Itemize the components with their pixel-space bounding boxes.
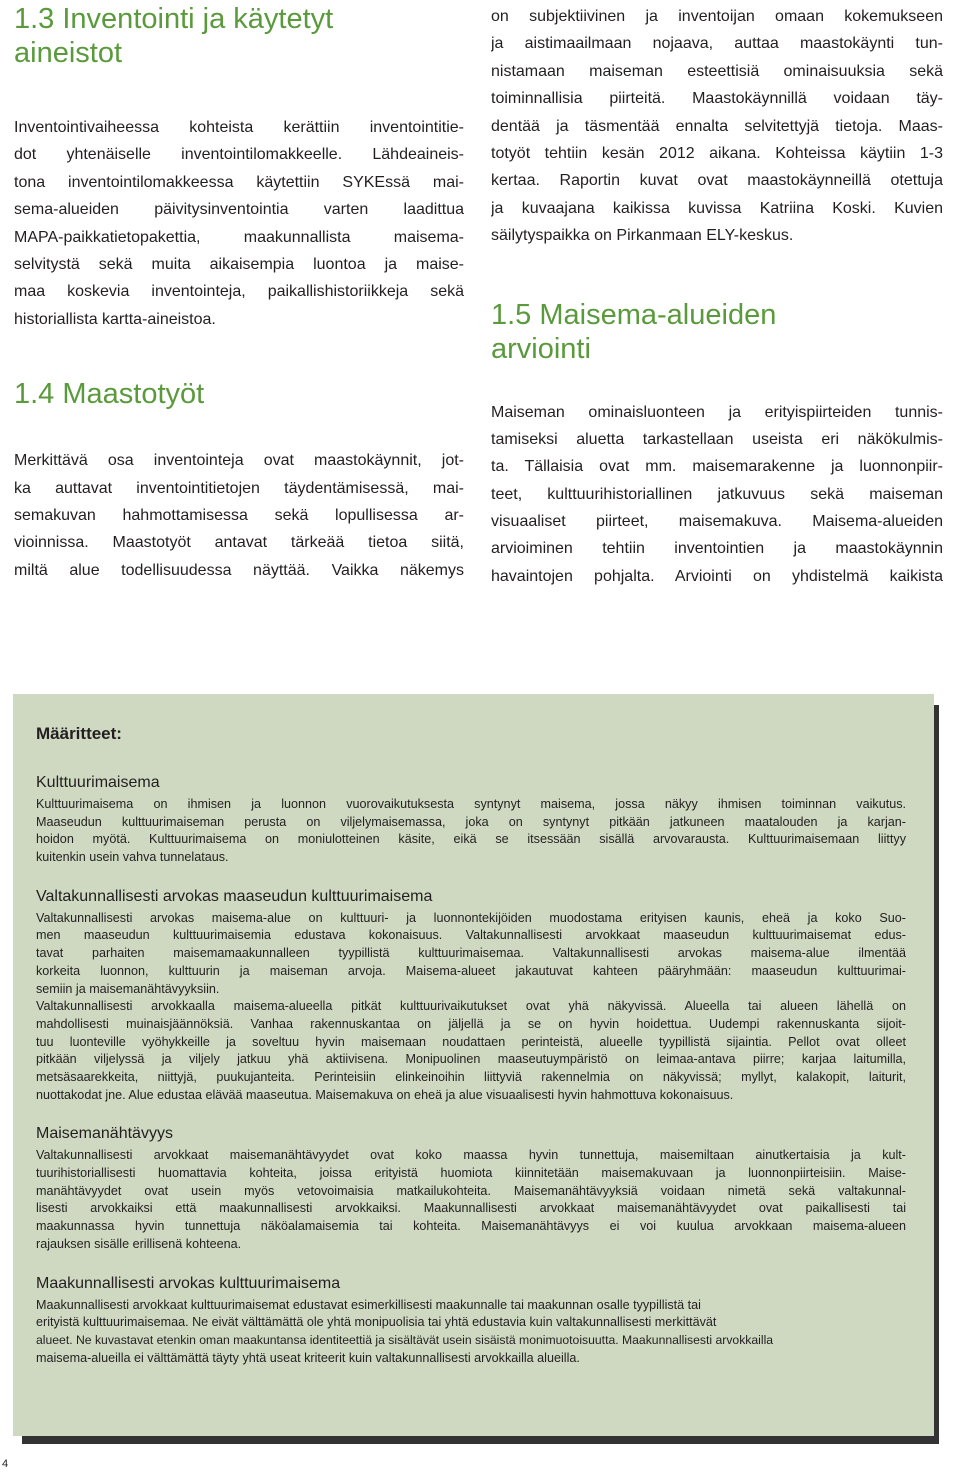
definition-line: pitkään viljelyssä ja viljely jatkuu yhä aktiivisena. Monipuolinen maaseutuympäristö on leimaa-antava piirre; karjaa laitumilla, bbox=[36, 1052, 906, 1067]
body-line: selvitystä sekä muita aikaisempia luontoa ja maise- bbox=[14, 255, 464, 273]
section-1-4-body bbox=[14, 447, 464, 584]
definitions-box bbox=[13, 694, 934, 1436]
heading-line: arviointi bbox=[491, 332, 591, 365]
definition-line: Maakunnallisesti arvokkaat kulttuurimaisemat edustavat esimerkillisesti maakunnalle tai maakunnan osalle tyypillistä tai bbox=[36, 1297, 701, 1312]
definition-term: Maisemanähtävyys bbox=[36, 1125, 173, 1143]
definition-valtakunnallisesti-arvokas bbox=[36, 887, 906, 1105]
definition-line: Maaseudun kulttuurimaiseman perusta on viljelymaisemassa, joka on syntynyt pitkään jatkuneen maatalouden ja karjan- bbox=[36, 814, 906, 829]
body-line: havaintojen pohjalta. Arviointi on yhdistelmä kaikista bbox=[491, 567, 943, 585]
definition-line: mahdollisesti muinaisjäännöksiä. Vanhaa rakennuskantaa on jäljellä ja se on hyvin hoidettua. Uudempi rakennuskanta sijoit- bbox=[36, 1016, 906, 1031]
definitions-content bbox=[36, 724, 906, 1367]
body-line: arvioiminen tehtiin inventointien ja maastokäynnin bbox=[491, 540, 943, 558]
definitions-title: Määritteet: bbox=[36, 724, 122, 743]
definition-maakunnallisesti-arvokas bbox=[36, 1274, 906, 1368]
definition-term: Maakunnallisesti arvokas kulttuurimaisema bbox=[36, 1274, 341, 1292]
right-column bbox=[491, 0, 943, 590]
definition-line: semiin ja maisemanähtävyyksiin. bbox=[36, 981, 220, 996]
section-heading-1-4: 1.4 Maastotyöt bbox=[14, 378, 205, 411]
section-1-5-body bbox=[491, 399, 943, 591]
definition-line: korkeita luonnon, kulttuurin ja maiseman arvoja. Maisema-alueet jakautuvat kahteen pääryhmään: maaseudun kulttuurimai- bbox=[36, 963, 906, 978]
body-line: tamiseksi aluetta tarkastellaan useista eri näkökulmis- bbox=[491, 430, 943, 448]
body-line: tona inventointilomakkeessa käytettiin SYKEssä mai- bbox=[14, 173, 464, 191]
definition-line: Valtakunnallisesti arvokkaat maisemanähtävyydet ovat koko maassa hyvin tunnettuja, maisemiltaan ainutkertaisia ja kult- bbox=[36, 1148, 906, 1163]
body-line: maa koskevia inventointeja, paikallishistoriikkeja sekä bbox=[14, 283, 464, 301]
body-line: säilytyspaikka on Pirkanmaan ELY-keskus. bbox=[491, 227, 794, 245]
definition-line: manähtävyydet ovat usein myös vetovoimaisia matkailukohteita. Maisemanähtävyyksiä voidaan nimetä sekä valtakunnal- bbox=[36, 1183, 906, 1198]
heading-line: aineistot bbox=[14, 37, 123, 69]
definition-line: hoidon myötä. Kulttuurimaisema on moniulotteinen käsite, eikä se itsessään sisällä arvovarausta. Kulttuurimaisemaan liittyy bbox=[36, 832, 906, 847]
heading-line: 1.5 Maisema-alueiden bbox=[491, 298, 777, 331]
body-line: totyöt tehtiin kesän 2012 aikana. Kohteissa käytiin 1-3 bbox=[491, 144, 943, 162]
definition-line: kuitenkin usein vahva tunnelataus. bbox=[36, 850, 229, 865]
definition-line: Kulttuurimaisema on ihmisen ja luonnon vuorovaikutuksesta syntynyt maisema, jossa näkyy ihmisen toiminnan vaikutus. bbox=[36, 797, 906, 811]
body-line: kertaa. Raportin kuvat ovat maastokäynneillä otettuja bbox=[491, 172, 943, 190]
definition-term: Kulttuurimaisema bbox=[36, 774, 160, 791]
body-line: on subjektiivinen ja inventoijan omaan kokemukseen bbox=[491, 8, 943, 25]
definition-line: metsäsaarekkeita, niittyjä, puukujanteita. Perinteisiin elinkeinoihin liittyviä rakennelmia on näkyvissä; myllyt, kalakopit, laiturit, bbox=[36, 1069, 906, 1084]
body-line: teet, kulttuurihistoriallinen jatkuvuus sekä maiseman bbox=[491, 485, 943, 503]
body-line: Merkittävä osa inventointeja ovat maastokäynnit, jot- bbox=[14, 452, 464, 470]
body-line: dot yhtenäiselle inventointilomakkeelle. Lähdeaineis- bbox=[14, 146, 464, 164]
definition-line: erityistä kulttuurimaisemaa. Ne eivät välttämättä ole yhtä monipuolisia tai yhtä edustavia kuin valtakunnallisesti merkittävät bbox=[36, 1315, 717, 1330]
section-1-4-continued bbox=[491, 3, 943, 250]
definition-line: Valtakunnallisesti arvokas maisema-alue on kulttuuri- ja luonnontekijöiden muodostama erityisen kaunis, eheä ja koko Suo- bbox=[36, 910, 906, 925]
definition-line: lisesti arvokkaiksi että maakunnallisesti arvokkaiksi. Maakunnallisesti arvokkaat maisemanähtävyydet ovat paikallisesti tai bbox=[36, 1201, 906, 1216]
definition-line: maakunnassa hyvin tunnettuja näköalamaisemia tai kohteita. Maisemanähtävyys ei voi kuulua arvokkaan maisema-alueen bbox=[36, 1219, 906, 1234]
page-number: 4 bbox=[2, 1458, 9, 1470]
definition-line: rajauksen sisälle erillisenä kohteena. bbox=[36, 1236, 242, 1251]
body-line: historiallista kartta-aineistoa. bbox=[14, 310, 216, 328]
definition-line: nuottakodat jne. Alue edustaa elävää maaseutua. Maisemakuva on eheä ja alue visuaalisesti hyvin hahmottuva kokonaisuus. bbox=[36, 1087, 734, 1102]
body-line: ja kuvaajana kaikissa kuvissa Katriina Koski. Kuvien bbox=[491, 199, 943, 217]
definition-line: maisema-alueilla ei välttämättä täyty yhtä useat kriteerit kuin valtakunnallisesti arvokkailla alueilla. bbox=[36, 1350, 580, 1365]
left-column bbox=[14, 0, 464, 584]
body-line: ka auttavat inventointitietojen täydentämisessä, mai- bbox=[14, 479, 464, 497]
body-line: nistamaan maiseman esteettisiä ominaisuuksia sekä bbox=[491, 62, 943, 80]
definition-term: Valtakunnallisesti arvokas maaseudun kulttuurimaisema bbox=[36, 887, 433, 905]
body-line: Inventointivaiheessa kohteista kerättiin inventointitie- bbox=[14, 119, 464, 136]
definition-line: Valtakunnallisesti arvokkaalla maisema-alueella pitkät kulttuurivaikutukset ovat yhä näkyvissä. Alueella tai alueen lähellä on bbox=[36, 999, 906, 1014]
section-1-3-body bbox=[14, 114, 464, 333]
definition-line: alueet. Ne kuvastavat etenkin oman maakuntansa identiteettiä ja sisältävät usein sisäistä monimuotoisuutta. Maakunnallisesti arvokkailla bbox=[36, 1332, 774, 1347]
section-heading-1-3 bbox=[14, 2, 464, 70]
section-heading-1-5 bbox=[491, 298, 943, 366]
body-line: visuaaliset piirteet, maisemakuva. Maisema-alueiden bbox=[491, 513, 943, 531]
definition-line: tuu luonteville vyöhykkeille ja soveltuu hyvin maisemaan noudattaen perinteistä, alueelle tyypillistä sijaintia. Pellot ovat olleet bbox=[36, 1034, 906, 1049]
body-line: toiminnallisia piirteitä. Maastokäynnillä voidaan täy- bbox=[491, 90, 943, 108]
body-line: sema-alueiden päivitysinventointia varten laadittua bbox=[14, 201, 464, 219]
body-line: Maiseman ominaisluonteen ja erityispiirteiden tunnis- bbox=[491, 403, 943, 421]
definition-line: tuurihistoriallisesti huomattavia kohteita, joissa erityistä huomiota kiinnitetään maisemakuvaan ja luonnonpiirteisiin. Maise- bbox=[36, 1166, 906, 1181]
body-line: semakuvan hahmottamisessa sekä lopullisessa ar- bbox=[14, 506, 464, 524]
definition-maisemanahtavyys bbox=[36, 1124, 906, 1253]
body-line: ja aistimaailmaan nojaava, auttaa maastokäynti tun- bbox=[491, 35, 943, 53]
body-line: MAPA-paikkatietopakettia, maakunnallista maisema- bbox=[14, 228, 464, 246]
definition-kulttuurimaisema bbox=[36, 773, 906, 867]
body-line: ta. Tällaisia ovat mm. maisemarakenne ja luonnonpiir- bbox=[491, 458, 943, 476]
body-line: vioinnissa. Maastotyöt antavat tärkeää tietoa siitä, bbox=[14, 534, 464, 552]
definition-line: men maaseudun kulttuurimaisemia edustava kokonaisuus. Valtakunnallisesti arvokkaat maaseudun kulttuurimaisemat edus- bbox=[36, 928, 906, 943]
body-line: miltä alue todellisuudessa näyttää. Vaikka näkemys bbox=[14, 561, 464, 579]
heading-line: 1.3 Inventointi ja käytetyt bbox=[14, 3, 334, 35]
body-line: dentää ja täsmentää ennalta selvitettyjä tietoja. Maas- bbox=[491, 117, 943, 135]
definition-line: tavat parhaiten maisemamaakunnalleen tyypillistä kulttuurimaisemaa. Valtakunnallisesti arvokas maisema-alue ilmentää bbox=[36, 946, 906, 961]
